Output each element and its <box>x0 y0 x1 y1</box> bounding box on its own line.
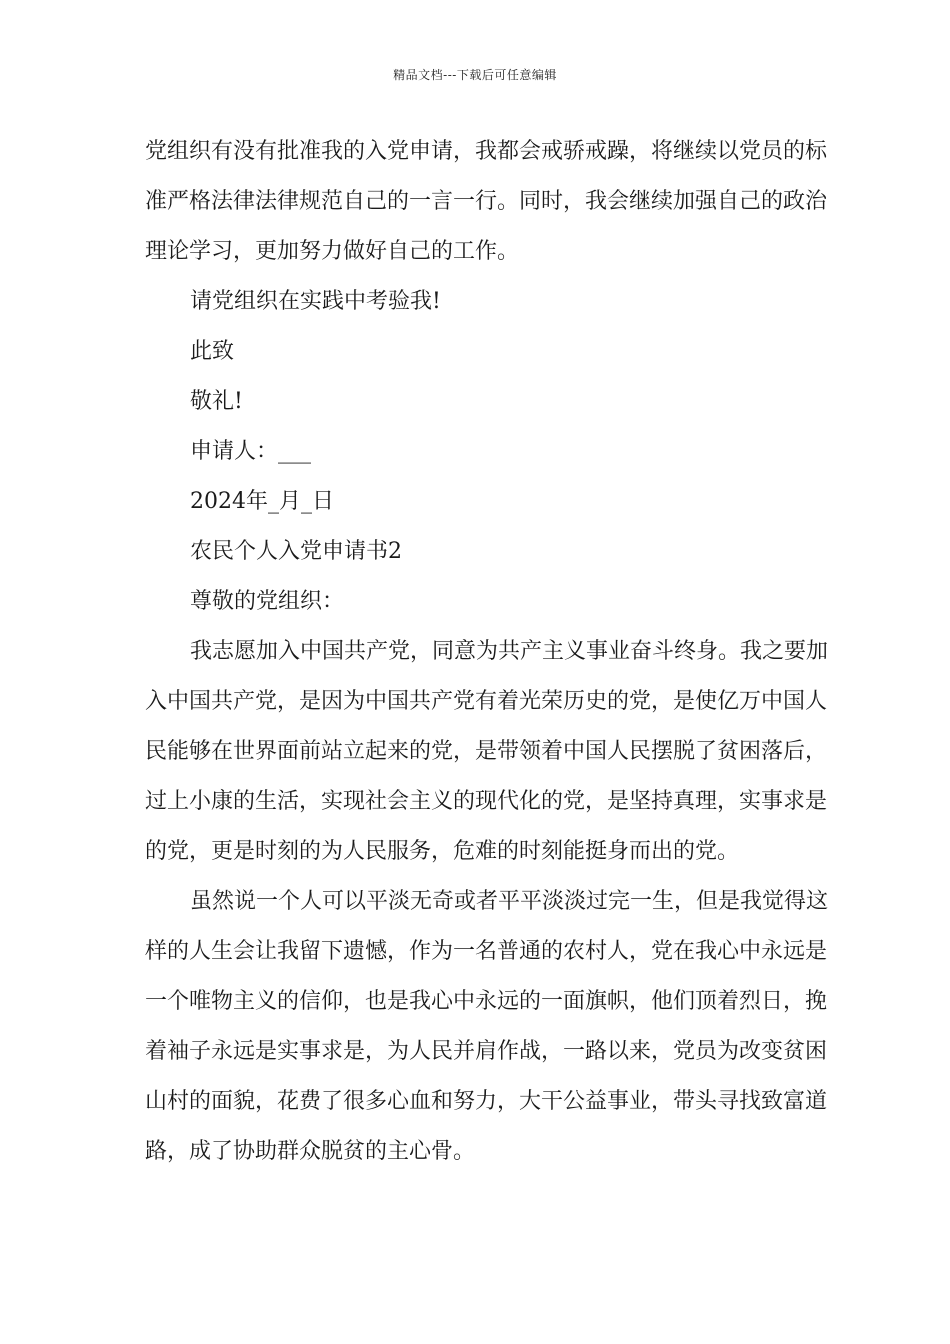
closing-salutation: 此致 <box>190 339 235 364</box>
greeting: 尊敬的党组织： <box>190 589 345 614</box>
applicant-line: 申请人：___ <box>190 439 312 464</box>
paragraph-request: 请党组织在实践中考验我! <box>190 289 441 314</box>
document-body <box>145 127 830 1177</box>
date-line: 2024年_月_日 <box>190 489 334 514</box>
paragraph-motivation: 我志愿加入中国共产党，同意为共产主义事业奋斗终身。我之要加入中国共产党，是因为中国共产党有着光荣历史的党，是使亿万中国人民能够在世界面前站立起来的党，是带领着中国人民摆脱了贫困落后，过上小康的生活，实现社会主义的现代化的党，是坚持真理，实事求是的党，更是时刻的为人民服务，危难的时刻能挺身而出的党。 <box>145 639 829 864</box>
closing-respect: 敬礼! <box>190 389 243 414</box>
paragraph-belief: 虽然说一个人可以平淡无奇或者平平淡淡过完一生，但是我觉得这样的人生会让我留下遗憾，作为一名普通的农村人，党在我心中永远是一个唯物主义的信仰，也是我心中永远的一面旗帜，他们顶着烈日，挽着袖子永远是实事求是，为人民并肩作战，一路以来，党员为改变贫困山村的面貌，花费了很多心血和努力，大干公益事业，带头寻找致富道路，成了协助群众脱贫的主心骨。 <box>145 889 829 1164</box>
section-title: 农民个人入党申请书2 <box>190 539 402 564</box>
paragraph-continuation: 党组织有没有批准我的入党申请，我都会戒骄戒躁，将继续以党员的标准严格法律法律规范自己的一言一行。同时，我会继续加强自己的政治理论学习，更加努力做好自己的工作。 <box>145 139 828 264</box>
page-header: 精品文档---下载后可任意编辑 <box>393 68 557 82</box>
